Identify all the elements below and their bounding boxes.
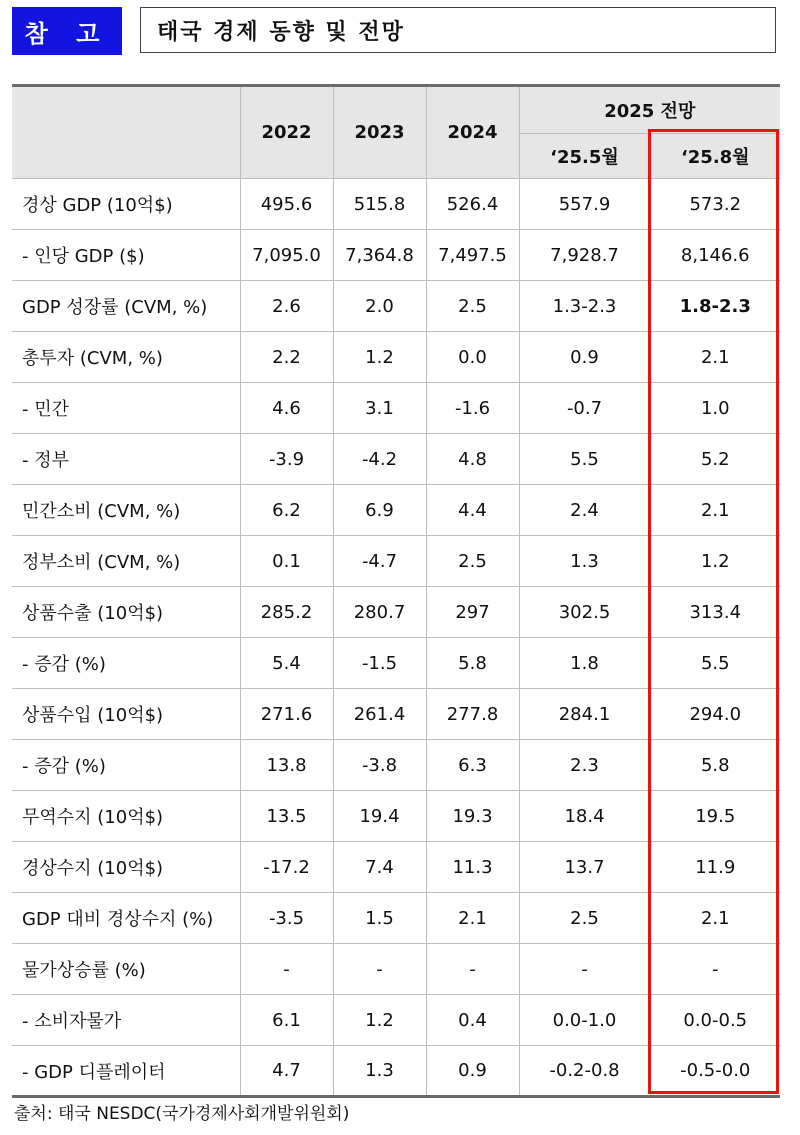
- value-cell: 2.1: [650, 332, 780, 383]
- value-cell: 5.8: [650, 740, 780, 791]
- table-row: [12, 689, 780, 740]
- value-cell: 2.1: [426, 893, 519, 944]
- value-cell: 1.2: [333, 995, 426, 1046]
- value-cell: 6.1: [240, 995, 333, 1046]
- forecast-group-header: 2025 전망: [519, 86, 780, 134]
- value-cell: 1.3: [519, 536, 650, 587]
- value-cell: 13.7: [519, 842, 650, 893]
- value-cell: 8,146.6: [650, 230, 780, 281]
- table-row: [12, 842, 780, 893]
- value-cell: 0.1: [240, 536, 333, 587]
- value-cell: 7,095.0: [240, 230, 333, 281]
- value-cell: 4.6: [240, 383, 333, 434]
- value-cell: -: [240, 944, 333, 995]
- year-header-2024: 2024: [426, 86, 519, 179]
- value-cell: 4.8: [426, 434, 519, 485]
- value-cell: 13.8: [240, 740, 333, 791]
- page-title: 태국 경제 동향 및 전망: [140, 7, 776, 53]
- value-cell: 5.2: [650, 434, 780, 485]
- forecast-header-aug: ‘25.8월: [650, 134, 780, 179]
- value-cell: 5.4: [240, 638, 333, 689]
- value-cell: 2.5: [519, 893, 650, 944]
- table-row: [12, 230, 780, 281]
- value-cell: 19.5: [650, 791, 780, 842]
- value-cell: 5.5: [650, 638, 780, 689]
- value-cell: -0.2-0.8: [519, 1046, 650, 1097]
- row-label: - 소비자물가: [12, 995, 240, 1046]
- value-cell: 285.2: [240, 587, 333, 638]
- value-cell: 0.9: [426, 1046, 519, 1097]
- table-row: [12, 893, 780, 944]
- forecast-header-may: ‘25.5월: [519, 134, 650, 179]
- value-cell: 271.6: [240, 689, 333, 740]
- value-cell: -3.8: [333, 740, 426, 791]
- table-row: [12, 179, 780, 230]
- row-label: 상품수입 (10억$): [12, 689, 240, 740]
- table-row: [12, 536, 780, 587]
- table-row: [12, 587, 780, 638]
- row-label: - 증감 (%): [12, 740, 240, 791]
- value-cell: 1.3: [333, 1046, 426, 1097]
- value-cell: 11.9: [650, 842, 780, 893]
- value-cell: -4.7: [333, 536, 426, 587]
- value-cell: 573.2: [650, 179, 780, 230]
- source-note: 출처: 태국 NESDC(국가경제사회개발위원회): [14, 1104, 350, 1124]
- value-cell: -3.9: [240, 434, 333, 485]
- value-cell: 526.4: [426, 179, 519, 230]
- row-label: 무역수지 (10억$): [12, 791, 240, 842]
- value-cell: 0.0-1.0: [519, 995, 650, 1046]
- value-cell: 0.4: [426, 995, 519, 1046]
- value-cell: 261.4: [333, 689, 426, 740]
- value-cell: 2.4: [519, 485, 650, 536]
- value-cell: 277.8: [426, 689, 519, 740]
- value-cell: 557.9: [519, 179, 650, 230]
- value-cell: 1.2: [650, 536, 780, 587]
- value-cell: 19.4: [333, 791, 426, 842]
- value-cell: 495.6: [240, 179, 333, 230]
- value-cell: 2.0: [333, 281, 426, 332]
- value-cell: 2.5: [426, 281, 519, 332]
- value-cell: 2.1: [650, 485, 780, 536]
- row-label: - 민간: [12, 383, 240, 434]
- value-cell: -0.7: [519, 383, 650, 434]
- value-cell: 1.8-2.3: [650, 281, 780, 332]
- value-cell: 294.0: [650, 689, 780, 740]
- reference-badge: 참 고: [12, 7, 122, 55]
- value-cell: -: [333, 944, 426, 995]
- row-label: - GDP 디플레이터: [12, 1046, 240, 1097]
- table-body: [12, 179, 780, 1097]
- value-cell: 18.4: [519, 791, 650, 842]
- value-cell: 302.5: [519, 587, 650, 638]
- table-row: [12, 791, 780, 842]
- value-cell: 0.0: [426, 332, 519, 383]
- value-cell: 284.1: [519, 689, 650, 740]
- value-cell: 7,928.7: [519, 230, 650, 281]
- table-row: [12, 281, 780, 332]
- table-row: [12, 944, 780, 995]
- value-cell: 11.3: [426, 842, 519, 893]
- table-row: [12, 1046, 780, 1097]
- value-cell: 19.3: [426, 791, 519, 842]
- value-cell: 2.2: [240, 332, 333, 383]
- row-label: GDP 성장률 (CVM, %): [12, 281, 240, 332]
- corner-header-cell: [12, 86, 240, 179]
- table-row: [12, 383, 780, 434]
- row-label: 총투자 (CVM, %): [12, 332, 240, 383]
- value-cell: -1.5: [333, 638, 426, 689]
- value-cell: -3.5: [240, 893, 333, 944]
- table-row: [12, 434, 780, 485]
- value-cell: 1.0: [650, 383, 780, 434]
- row-label: 민간소비 (CVM, %): [12, 485, 240, 536]
- row-label: 물가상승률 (%): [12, 944, 240, 995]
- value-cell: 0.9: [519, 332, 650, 383]
- value-cell: 7.4: [333, 842, 426, 893]
- value-cell: 13.5: [240, 791, 333, 842]
- row-label: 정부소비 (CVM, %): [12, 536, 240, 587]
- row-label: 경상수지 (10억$): [12, 842, 240, 893]
- row-label: GDP 대비 경상수지 (%): [12, 893, 240, 944]
- value-cell: 6.9: [333, 485, 426, 536]
- value-cell: 1.8: [519, 638, 650, 689]
- row-label: - 정부: [12, 434, 240, 485]
- value-cell: 5.8: [426, 638, 519, 689]
- year-header-2022: 2022: [240, 86, 333, 179]
- value-cell: 4.4: [426, 485, 519, 536]
- value-cell: 2.3: [519, 740, 650, 791]
- table-row: [12, 332, 780, 383]
- value-cell: 297: [426, 587, 519, 638]
- value-cell: 0.0-0.5: [650, 995, 780, 1046]
- value-cell: 1.5: [333, 893, 426, 944]
- value-cell: -4.2: [333, 434, 426, 485]
- value-cell: 1.3-2.3: [519, 281, 650, 332]
- value-cell: -17.2: [240, 842, 333, 893]
- value-cell: 7,364.8: [333, 230, 426, 281]
- value-cell: 1.2: [333, 332, 426, 383]
- year-header-2023: 2023: [333, 86, 426, 179]
- value-cell: 2.6: [240, 281, 333, 332]
- value-cell: 2.1: [650, 893, 780, 944]
- value-cell: 313.4: [650, 587, 780, 638]
- table-row: [12, 638, 780, 689]
- table-row: [12, 740, 780, 791]
- page-header: [12, 7, 780, 57]
- value-cell: 515.8: [333, 179, 426, 230]
- value-cell: 6.2: [240, 485, 333, 536]
- value-cell: -1.6: [426, 383, 519, 434]
- value-cell: 2.5: [426, 536, 519, 587]
- value-cell: 7,497.5: [426, 230, 519, 281]
- table-row: [12, 995, 780, 1046]
- row-label: 상품수출 (10억$): [12, 587, 240, 638]
- row-label: - 인당 GDP ($): [12, 230, 240, 281]
- value-cell: -: [519, 944, 650, 995]
- table-row: [12, 485, 780, 536]
- economy-table: [12, 84, 780, 1098]
- value-cell: 3.1: [333, 383, 426, 434]
- value-cell: 6.3: [426, 740, 519, 791]
- value-cell: -: [426, 944, 519, 995]
- value-cell: 4.7: [240, 1046, 333, 1097]
- row-label: - 증감 (%): [12, 638, 240, 689]
- value-cell: 280.7: [333, 587, 426, 638]
- value-cell: 5.5: [519, 434, 650, 485]
- value-cell: -: [650, 944, 780, 995]
- row-label: 경상 GDP (10억$): [12, 179, 240, 230]
- value-cell: -0.5-0.0: [650, 1046, 780, 1097]
